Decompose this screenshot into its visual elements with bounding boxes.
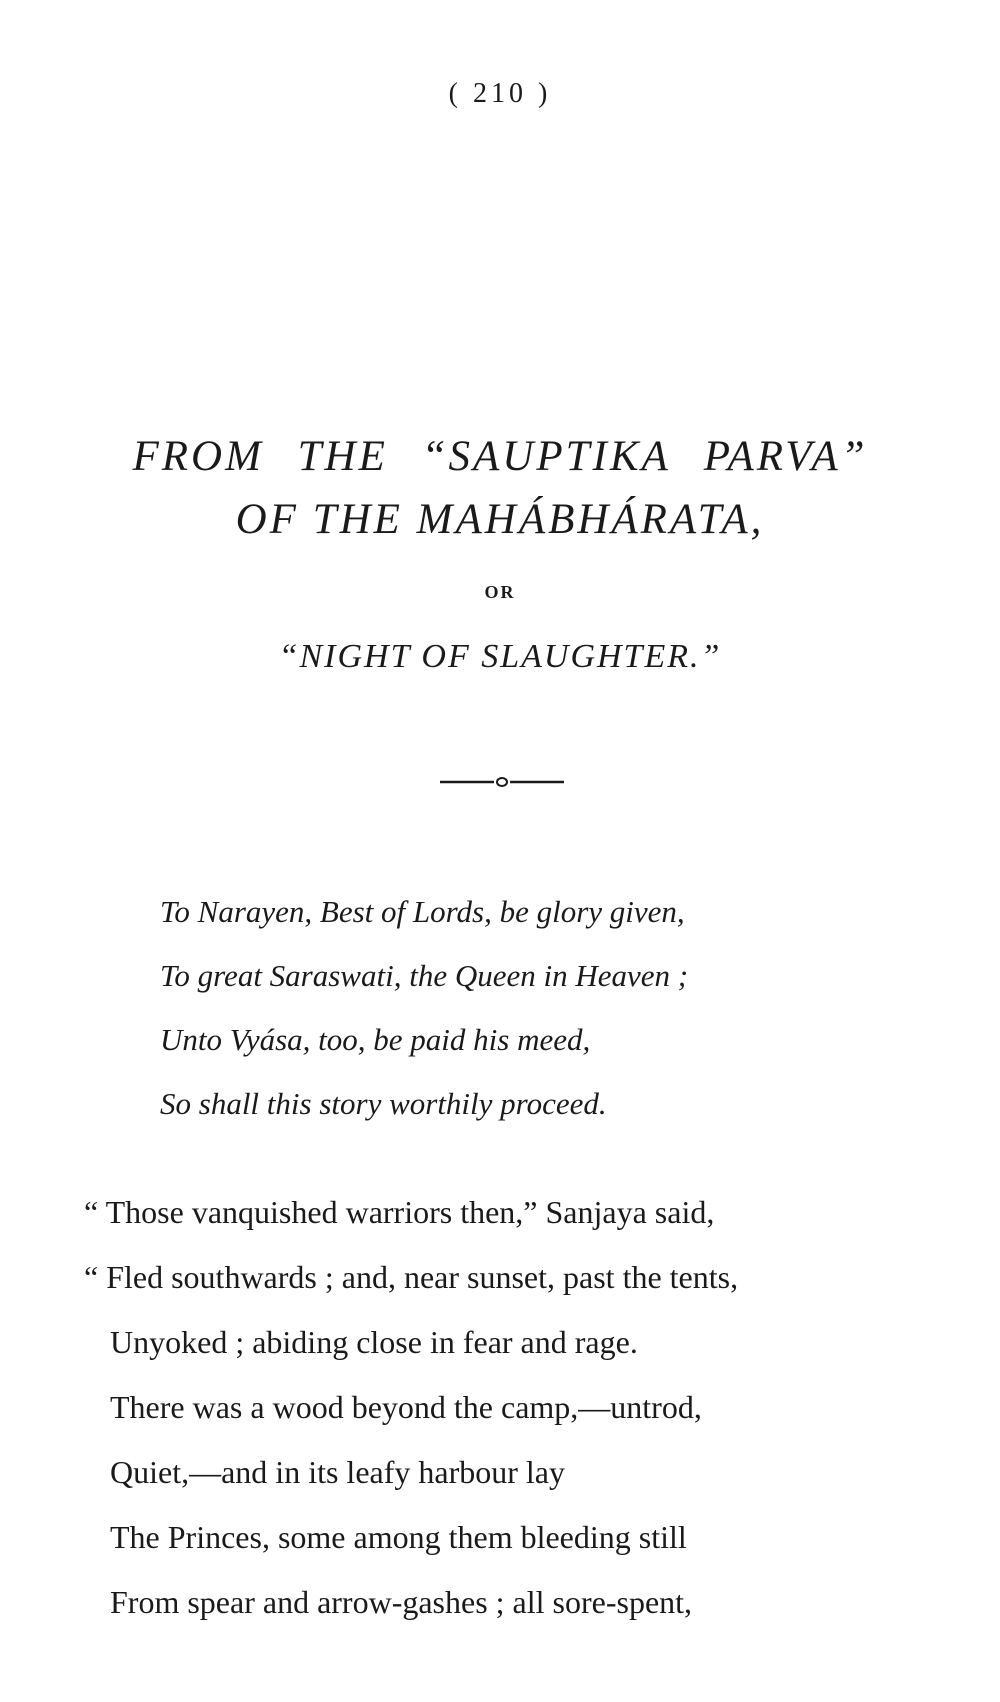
invocation-line: So shall this story worthily proceed. xyxy=(160,1086,607,1121)
poem-line: From spear and arrow-gashes ; all sore-spent, xyxy=(110,1584,693,1620)
or-separator: OR xyxy=(484,582,516,602)
page-number: ( 210 ) xyxy=(448,78,552,109)
invocation-stanza xyxy=(160,880,920,1136)
subtitle: “NIGHT OF SLAUGHTER.” xyxy=(278,638,722,675)
poem-line: The Princes, some among them bleeding still xyxy=(110,1519,687,1555)
poem-body xyxy=(84,1180,964,1635)
poem-line: “ Those vanquished warriors then,” Sanjaya said, xyxy=(84,1194,715,1230)
poem-line: Unyoked ; abiding close in fear and rage. xyxy=(110,1324,638,1360)
invocation-line: To Narayen, Best of Lords, be glory given, xyxy=(160,894,685,929)
poem-line: Quiet,—and in its leafy harbour lay xyxy=(110,1454,565,1490)
poem-line: “ Fled southwards ; and, near sunset, past the tents, xyxy=(84,1259,739,1295)
invocation-line: To great Saraswati, the Queen in Heaven ; xyxy=(160,958,689,993)
ornament-divider xyxy=(440,772,564,792)
poem-line: There was a wood beyond the camp,—untrod, xyxy=(110,1389,702,1425)
invocation-line: Unto Vyása, too, be paid his meed, xyxy=(160,1022,591,1057)
title-line-1: FROM THE “SAUPTIKA PARVA” xyxy=(132,433,868,480)
title-line-2: OF THE MAHÁBHÁRATA, xyxy=(235,496,765,543)
